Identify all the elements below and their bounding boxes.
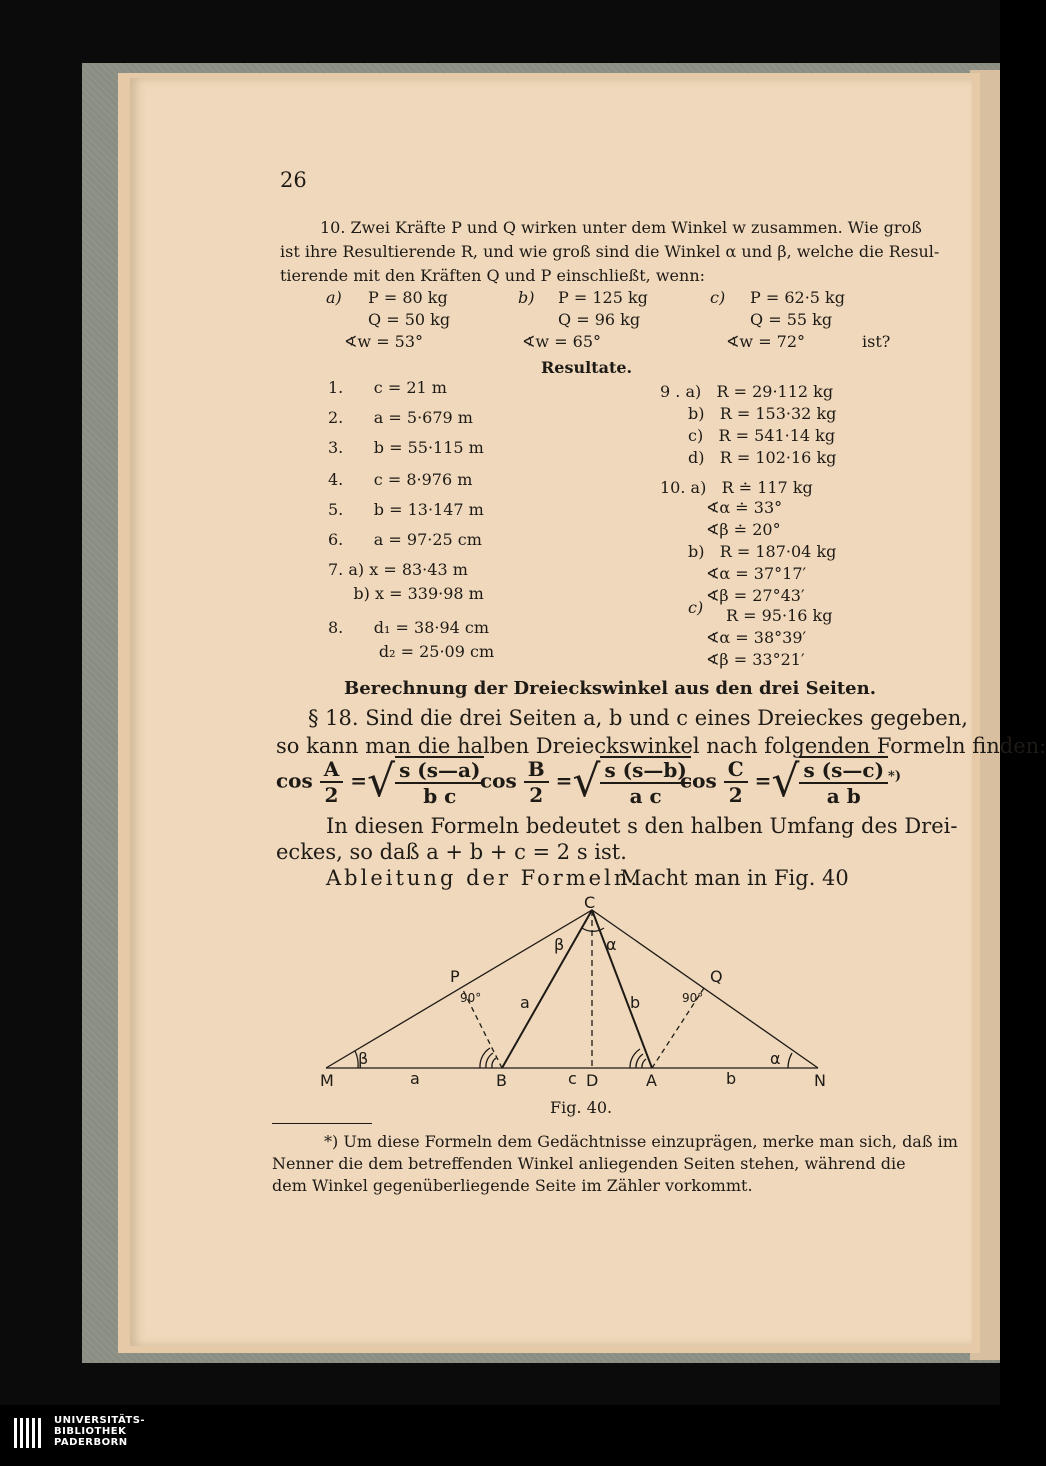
result-8-d1: 8. d₁ = 38·94 cm [328,618,490,637]
result-9b: b) R = 153·32 kg [688,404,837,423]
result-6: 6. a = 97·25 cm [328,530,482,549]
paragraph-18-line-2: so kann man die halben Dreieckswinkel nach folgenden Formeln finden: [276,734,1046,758]
formula-c-denominator: 2 [728,783,743,807]
formula-a-equals: = [350,768,368,793]
label-a-vertex: A [646,1071,657,1090]
case-a-w: ∢w = 53° [344,332,424,351]
label-right-angle-p: 90° [460,991,482,1005]
case-c-q: Q = 55 kg [750,310,833,329]
formula-a-radicand-bottom: b c [423,784,457,808]
label-beta: β [554,935,565,954]
case-b-w: ∢w = 65° [522,332,602,351]
derivation-text: Macht man in Fig. 40 [620,866,849,890]
formula-c-equals: = [754,768,772,793]
result-10b-alpha: ∢α = 37°17′ [706,564,807,583]
result-1: 1. c = 21 m [328,378,447,397]
result-10a-r: 10. a) R ≐ 117 kg [660,478,813,497]
side-b-line [592,910,652,1068]
result-10a-alpha: ∢α ≐ 33° [706,498,783,517]
case-b-q: Q = 96 kg [558,310,641,329]
result-10c-label: c) [688,598,704,617]
result-10b-beta: ∢β = 27°43′ [706,586,805,605]
label-side-b: b [630,993,641,1012]
problem-10-line-2: ist ihre Resultierende R, und wie groß sind die Winkel α und β, welche die Resul- [280,242,940,261]
label-d: D [586,1071,599,1090]
formula-cos-b [480,756,691,808]
result-10a-beta: ∢β ≐ 20° [706,520,781,539]
case-a-q: Q = 50 kg [368,310,451,329]
label-alpha-n: α [770,1049,781,1068]
formula-c-numerator: C [724,757,748,783]
result-10c-beta: ∢β = 33°21′ [706,650,805,669]
case-c-w: ∢w = 72° [726,332,806,351]
library-logo-bars-icon [14,1418,44,1452]
derivation-heading: Ableitung der Formeln. [326,866,641,890]
angle-arc-n [788,1053,792,1068]
paragraph-18-line-1: § 18. Sind die drei Seiten a, b und c eines Dreieckes gegeben, [308,706,968,730]
case-b-label: b) [518,288,535,307]
result-5: 5. b = 13·147 m [328,500,484,519]
label-side-c: c [568,1069,577,1088]
label-p: P [450,967,460,986]
case-a-p: P = 80 kg [368,288,448,307]
formula-a-denominator: 2 [324,783,339,807]
sqrt-icon: √ [572,756,601,807]
label-q: Q [710,967,723,986]
footnote-line-1: *) Um diese Formeln dem Gedächtnisse einzuprägen, merke man sich, daß im [324,1132,958,1151]
footnote-line-3: dem Winkel gegenüberliegende Seite im Zähler vorkommt. [272,1176,753,1195]
library-name [54,1415,145,1448]
result-10c-alpha: ∢α = 38°39′ [706,628,807,647]
meaning-line-2: eckes, so daß a + b + c = 2 s ist. [276,840,627,864]
library-name-line-3: PADERBORN [54,1437,128,1448]
book-page [130,78,1046,1346]
result-9c: c) R = 541·14 kg [688,426,836,445]
figure-40-triangle [320,893,830,1090]
label-c-vertex: C [584,893,596,912]
formula-cos-label: cos [680,768,717,793]
result-4: 4. c = 8·976 m [328,470,473,489]
result-7b: b) x = 339·98 m [328,584,484,603]
formula-cos-label: cos [276,768,313,793]
result-2: 2. a = 5·679 m [328,408,473,427]
formula-b-radicand-bottom: a c [629,784,662,808]
case-b-p: P = 125 kg [558,288,648,307]
result-8-d2: d₂ = 25·09 cm [328,642,495,661]
case-ist: ist? [862,332,891,351]
library-logo [0,1405,1000,1466]
result-10b-r: b) R = 187·04 kg [688,542,837,561]
section-title: Berechnung der Dreieckswinkel aus den drei Seiten. [344,678,876,699]
figure-caption: Fig. 40. [550,1098,613,1117]
label-alpha: α [606,935,617,954]
footnote-divider [272,1123,372,1124]
case-c-p: P = 62·5 kg [750,288,845,307]
sqrt-icon: √ [367,756,396,807]
formula-b-radicand-top: s (s—b) [600,758,690,784]
library-name-line-2: BIBLIOTHEK [54,1426,127,1437]
formula-b-denominator: 2 [529,783,544,807]
page-number: 26 [280,168,307,192]
angle-arcs-a [630,1049,646,1068]
case-c-label: c) [710,288,726,307]
label-n: N [814,1071,826,1090]
label-beta-m: β [358,1049,369,1068]
result-7a: 7. a) x = 83·43 m [328,560,468,579]
label-side-a: a [520,993,530,1012]
label-b-vertex: B [496,1071,507,1090]
formula-a-numerator: A [320,757,344,783]
problem-10-line-3: tierende mit den Kräften Q und P einschließt, wenn: [280,266,706,285]
formula-b-numerator: B [524,757,549,783]
label-right-angle-q: 90° [682,991,704,1005]
triangle-outer-sides [326,910,818,1068]
formula-c-radicand-top: s (s—c) [799,758,888,784]
sqrt-icon: √ [771,756,800,807]
formula-a-radicand-top: s (s—a) [395,758,484,784]
footnote-marker: *) [888,768,901,784]
label-side-an: b [726,1069,737,1088]
side-a-line [502,910,592,1068]
footnote-line-2: Nenner die dem betreffenden Winkel anliegenden Seiten stehen, während die [272,1154,906,1173]
case-a-label: a) [326,288,342,307]
label-side-ma: a [410,1069,420,1088]
formula-c-radicand-bottom: a b [826,784,861,808]
formula-cos-a [276,756,484,808]
library-name-line-1: UNIVERSITÄTS- [54,1415,146,1426]
results-heading: Resultate. [541,358,633,377]
result-10c-r: R = 95·16 kg [726,606,833,625]
formula-cos-c [680,756,901,808]
result-3: 3. b = 55·115 m [328,438,484,457]
problem-10-line-1: 10. Zwei Kräfte P und Q wirken unter dem Winkel w zusammen. Wie groß [320,218,922,237]
formula-cos-label: cos [480,768,517,793]
result-9d: d) R = 102·16 kg [688,448,837,467]
formula-b-equals: = [555,768,573,793]
meaning-line-1: In diesen Formeln bedeutet s den halben Umfang des Drei- [326,814,958,838]
result-9a: 9 . a) R = 29·112 kg [660,382,834,401]
label-m: M [320,1071,334,1090]
